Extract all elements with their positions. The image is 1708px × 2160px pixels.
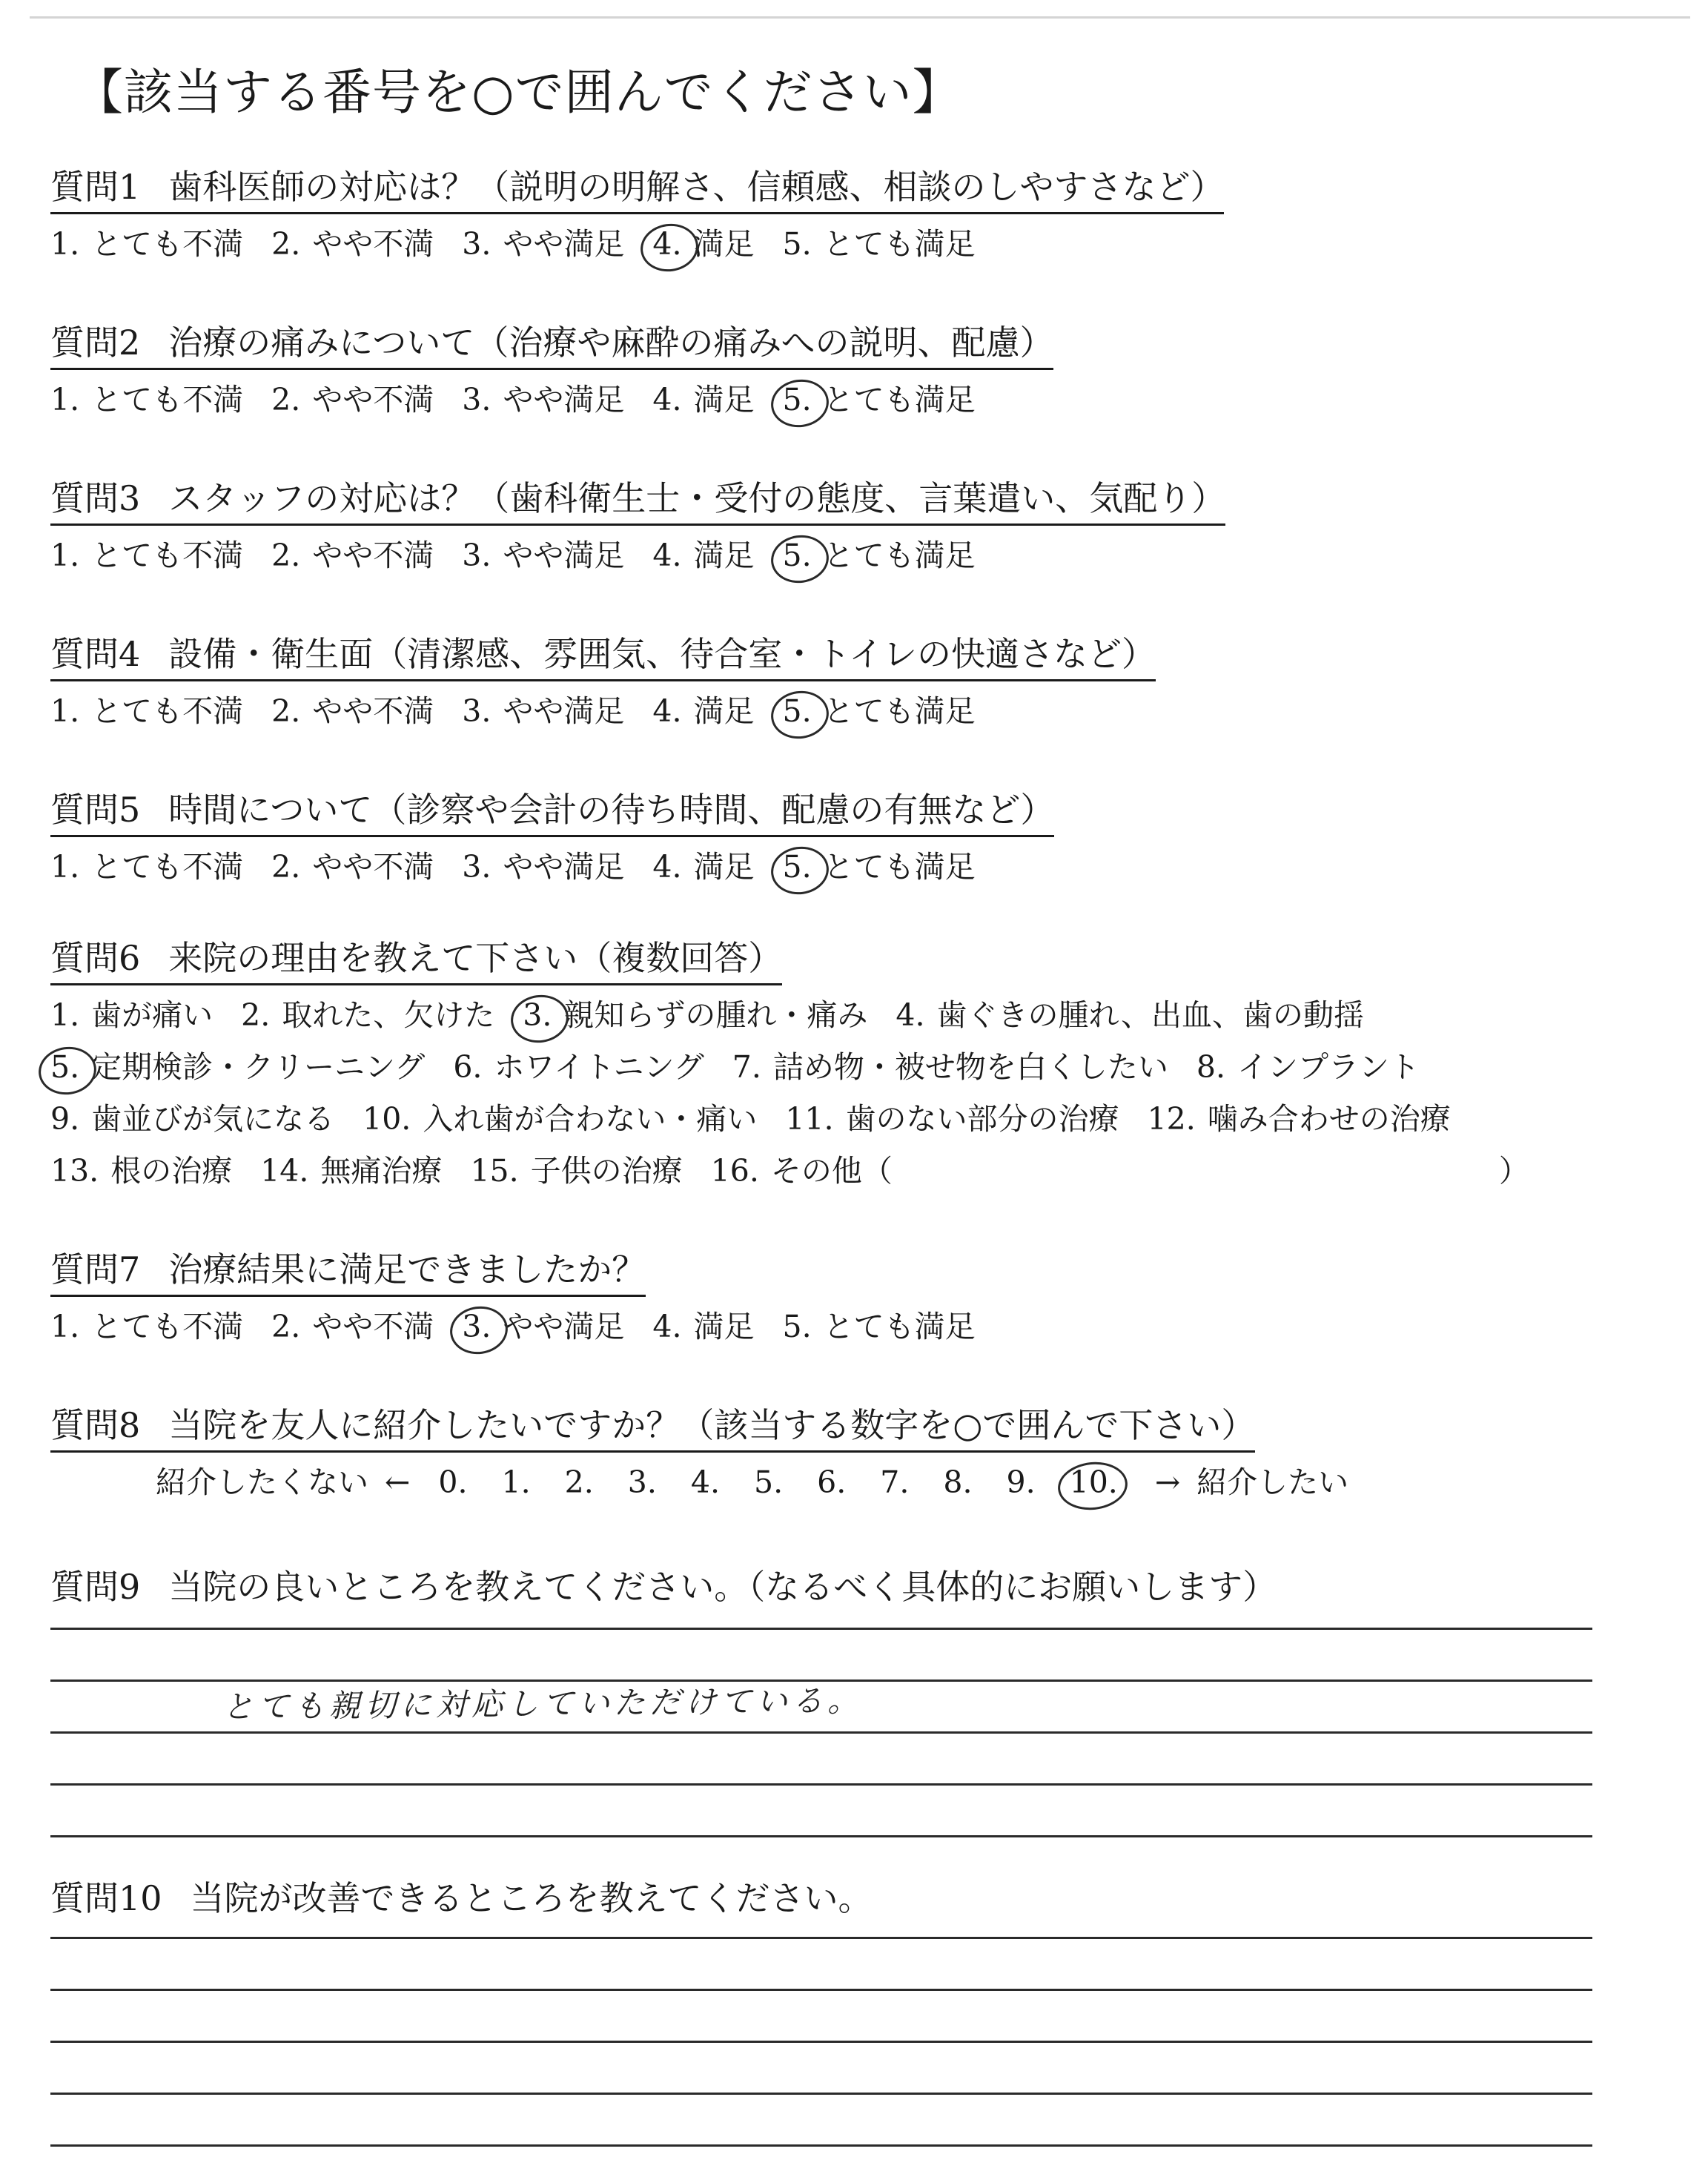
reason-option[interactable] — [896, 994, 1364, 1037]
rating-option[interactable] — [50, 1305, 243, 1348]
q9-answer-line — [50, 1783, 1592, 1786]
top-border — [30, 16, 1690, 19]
option-label: 満足 — [693, 849, 755, 885]
question-text: 治療の痛みについて（治療や麻酔の痛みへの説明、配慮） — [168, 323, 1054, 363]
option-number: 5. — [782, 1309, 812, 1344]
question-label: 質問4 — [50, 634, 141, 674]
rating-option[interactable] — [652, 378, 754, 421]
option-label: やや満足 — [503, 849, 625, 885]
q9-text: 当院の良いところを教えてください。（なるべく具体的にお願いします） — [168, 1567, 1277, 1607]
rating-option[interactable] — [462, 222, 624, 265]
recommend-score[interactable]: 9. — [1006, 1464, 1036, 1500]
question-label: 質問2 — [50, 323, 141, 363]
option-number: 5. — [782, 849, 812, 885]
reason-label: その他（ — [770, 1153, 893, 1189]
reason-number: 6. — [453, 1049, 483, 1085]
rating-option[interactable] — [271, 690, 434, 733]
option-label: とても満足 — [823, 382, 976, 417]
reason-number: 11. — [785, 1101, 834, 1137]
recommend-score[interactable]: 1. — [501, 1464, 531, 1500]
option-number: 4. — [652, 538, 682, 573]
rating-option[interactable] — [462, 690, 624, 733]
option-number: 3. — [462, 538, 491, 573]
q7-text: 治療結果に満足できましたか？ — [168, 1249, 646, 1289]
option-number: 3. — [462, 693, 491, 729]
option-label: とても不満 — [91, 538, 244, 573]
question-options — [50, 534, 1004, 577]
question-label: 質問1 — [50, 167, 141, 207]
reason-number: 2. — [241, 997, 271, 1033]
other-close-paren: ） — [1498, 1153, 1529, 1189]
reason-option[interactable] — [363, 1097, 757, 1140]
reason-number: 16. — [710, 1153, 759, 1189]
rating-option[interactable] — [462, 845, 624, 888]
reason-label: 歯ぐきの腫れ、出血、歯の動揺 — [936, 997, 1364, 1033]
reason-option[interactable] — [50, 1149, 232, 1192]
recommend-score[interactable]: 3. — [627, 1464, 657, 1500]
q8-label: 質問8 — [50, 1405, 141, 1445]
option-number: 5. — [782, 382, 812, 417]
reason-number: 4. — [896, 997, 925, 1033]
reason-option[interactable] — [785, 1097, 1119, 1140]
reason-option[interactable] — [241, 994, 494, 1037]
reason-option[interactable] — [50, 1097, 334, 1140]
rating-option[interactable] — [652, 534, 754, 577]
option-number: 2. — [271, 693, 301, 729]
option-label: とても不満 — [91, 1309, 244, 1344]
option-number: 2. — [271, 226, 301, 262]
recommend-score[interactable]: 5. — [753, 1464, 784, 1500]
option-label: やや不満 — [312, 538, 434, 573]
recommend-score[interactable]: 0. — [438, 1464, 468, 1500]
rating-option[interactable] — [462, 1305, 624, 1348]
rating-option[interactable] — [271, 534, 434, 577]
option-label: 満足 — [693, 538, 755, 573]
rating-option[interactable] — [462, 378, 624, 421]
rating-option[interactable] — [783, 1305, 976, 1348]
question-text: 時間について（診察や会計の待ち時間、配慮の有無など） — [168, 790, 1055, 830]
q8-right-label: 紹介したい — [1196, 1464, 1349, 1500]
q10-heading — [50, 1875, 873, 1923]
option-number: 1. — [50, 849, 80, 885]
option-label: やや不満 — [312, 226, 434, 262]
option-label: やや満足 — [503, 538, 625, 573]
option-number: 2. — [271, 1309, 301, 1344]
option-label: 満足 — [693, 226, 755, 262]
rating-option[interactable] — [652, 222, 754, 265]
recommend-score[interactable]: 2. — [564, 1464, 594, 1500]
recommend-score[interactable]: 8. — [943, 1464, 973, 1500]
option-number: 1. — [50, 693, 80, 729]
question-text: スタッフの対応は？（歯科衛生士・受付の態度、言葉遣い、気配り） — [168, 478, 1226, 518]
rating-option[interactable] — [783, 690, 976, 733]
q7-heading — [50, 1246, 646, 1297]
option-label: とても不満 — [91, 226, 244, 262]
q8-right-arrow: → — [1154, 1464, 1181, 1500]
option-number: 4. — [652, 382, 682, 417]
q10-text: 当院が改善できるところを教えてください。 — [190, 1878, 873, 1918]
reason-number: 3. — [523, 997, 552, 1033]
option-number: 5. — [782, 226, 812, 262]
q10-answer-line — [50, 2041, 1592, 2043]
option-number: 1. — [50, 382, 80, 417]
reason-label: 噛み合わせの治療 — [1207, 1101, 1451, 1137]
q6-heading — [50, 934, 782, 985]
question-heading — [50, 319, 1053, 370]
option-number: 4. — [652, 226, 682, 262]
question-heading — [50, 163, 1224, 214]
rating-option[interactable] — [783, 222, 976, 265]
q8-left-arrow: ← — [385, 1464, 411, 1500]
q7-label: 質問7 — [50, 1249, 141, 1289]
q6-reasons-row-2 — [50, 1046, 1448, 1089]
reason-option[interactable] — [50, 994, 213, 1037]
option-number: 2. — [271, 382, 301, 417]
reason-label: 歯のない部分の治療 — [845, 1101, 1119, 1137]
reason-label: ホワイトニング — [494, 1049, 704, 1085]
question-options — [50, 845, 1004, 888]
option-number: 4. — [652, 693, 682, 729]
reason-number: 8. — [1196, 1049, 1225, 1085]
reason-label: 親知らずの腫れ・痛み — [563, 997, 868, 1033]
recommend-score[interactable]: 4. — [690, 1464, 720, 1500]
option-number: 1. — [50, 226, 80, 262]
reason-label: 定期検診・クリーニング — [91, 1049, 426, 1085]
option-label: やや不満 — [312, 1309, 434, 1344]
recommend-score[interactable]: 7. — [880, 1464, 910, 1500]
q9-heading — [50, 1563, 1277, 1612]
q9-answer-line — [50, 1835, 1592, 1837]
option-label: やや満足 — [503, 382, 625, 417]
q9-answer-line — [50, 1628, 1592, 1630]
option-label: やや満足 — [503, 693, 625, 729]
reason-number: 13. — [50, 1153, 99, 1189]
q6-reasons-row-1 — [50, 994, 1392, 1037]
reason-label: 入れ歯が合わない・痛い — [423, 1101, 758, 1137]
rating-option[interactable] — [652, 845, 754, 888]
reason-label: 歯並びが気になる — [91, 1101, 335, 1137]
option-number: 3. — [462, 1309, 491, 1344]
reason-number: 10. — [363, 1101, 411, 1137]
reason-option[interactable] — [523, 994, 867, 1037]
option-label: とても不満 — [91, 849, 244, 885]
q8-text: 当院を友人に紹介したいですか？（該当する数字を○で囲んで下さい） — [168, 1405, 1256, 1445]
rating-option[interactable] — [50, 534, 243, 577]
option-number: 5. — [782, 693, 812, 729]
reason-label: 無痛治療 — [320, 1153, 443, 1189]
reason-option[interactable] — [50, 1046, 425, 1089]
rating-option[interactable] — [50, 690, 243, 733]
option-label: やや不満 — [312, 849, 434, 885]
q9-answer-line — [50, 1731, 1592, 1734]
option-label: とても不満 — [91, 693, 244, 729]
question-text: 設備・衛生面（清潔感、雰囲気、待合室・トイレの快適さなど） — [168, 634, 1156, 674]
option-number: 2. — [271, 538, 301, 573]
option-number: 5. — [782, 538, 812, 573]
question-heading — [50, 475, 1225, 526]
q6-label: 質問6 — [50, 938, 141, 978]
rating-option[interactable] — [652, 690, 754, 733]
reason-option[interactable] — [1148, 1097, 1451, 1140]
reason-number: 1. — [50, 997, 80, 1033]
option-label: とても満足 — [823, 849, 976, 885]
option-label: とても満足 — [823, 693, 976, 729]
rating-option[interactable] — [50, 845, 243, 888]
rating-option[interactable] — [462, 534, 624, 577]
option-number: 3. — [462, 226, 491, 262]
option-number: 4. — [652, 849, 682, 885]
rating-option[interactable] — [271, 845, 434, 888]
q10-answer-line — [50, 1937, 1592, 1939]
rating-option[interactable] — [271, 378, 434, 421]
rating-option[interactable] — [50, 222, 243, 265]
reason-label: 子供の治療 — [530, 1153, 683, 1189]
option-label: とても不満 — [91, 382, 244, 417]
reason-option[interactable] — [453, 1046, 704, 1089]
question-text: 歯科医師の対応は？（説明の明解さ、信頼感、相談のしやすさなど） — [168, 167, 1225, 207]
recommend-score[interactable]: 10. — [1070, 1461, 1118, 1504]
q6-text: 来院の理由を教えて下さい（複数回答） — [168, 938, 783, 978]
rating-option[interactable] — [271, 222, 434, 265]
q6-reasons-row-4 — [50, 1149, 1529, 1192]
reason-label: 詰め物・被せ物を白くしたい — [772, 1049, 1168, 1085]
q10-answer-line — [50, 1989, 1592, 1991]
reason-number: 9. — [50, 1101, 80, 1137]
reason-option[interactable] — [711, 1149, 893, 1192]
option-label: 満足 — [693, 693, 755, 729]
question-options — [50, 222, 1004, 265]
option-label: とても満足 — [823, 1309, 976, 1344]
reason-number: 7. — [732, 1049, 761, 1085]
reason-option[interactable] — [470, 1149, 682, 1192]
reason-option[interactable] — [732, 1046, 1168, 1089]
q9-label: 質問9 — [50, 1567, 141, 1607]
question-heading — [50, 786, 1054, 837]
rating-option[interactable] — [783, 378, 976, 421]
rating-option[interactable] — [271, 1305, 434, 1348]
option-number: 3. — [462, 382, 491, 417]
rating-option[interactable] — [783, 845, 976, 888]
reason-number: 5. — [50, 1049, 80, 1085]
option-label: とても満足 — [823, 226, 976, 262]
option-label: やや不満 — [312, 382, 434, 417]
option-label: 満足 — [693, 1309, 755, 1344]
question-label: 質問3 — [50, 478, 141, 518]
reason-number: 12. — [1147, 1101, 1196, 1137]
option-label: やや不満 — [312, 693, 434, 729]
q8-scale — [156, 1461, 1348, 1504]
rating-option[interactable] — [652, 1305, 754, 1348]
q7-options — [50, 1305, 1004, 1348]
option-label: とても満足 — [823, 538, 976, 573]
reason-option[interactable] — [260, 1149, 442, 1192]
q6-reasons-row-3 — [50, 1097, 1479, 1140]
option-label: やや満足 — [503, 226, 625, 262]
reason-label: 根の治療 — [110, 1153, 233, 1189]
rating-option[interactable] — [783, 534, 976, 577]
reason-number: 15. — [470, 1153, 519, 1189]
option-label: 満足 — [693, 382, 755, 417]
option-number: 1. — [50, 538, 80, 573]
option-number: 4. — [652, 1309, 682, 1344]
reason-option[interactable] — [1196, 1046, 1420, 1089]
reason-label: 取れた、欠けた — [282, 997, 495, 1033]
q9-handwritten-answer: とても親切に対応していただけている。 — [222, 1682, 864, 1725]
option-number: 2. — [271, 849, 301, 885]
option-number: 3. — [462, 849, 491, 885]
q10-answer-line — [50, 2093, 1592, 2095]
recommend-score[interactable]: 6. — [817, 1464, 847, 1500]
question-options — [50, 690, 1004, 733]
q8-left-label: 紹介したくない — [156, 1464, 368, 1500]
reason-label: 歯が痛い — [91, 997, 214, 1033]
q8-heading — [50, 1401, 1255, 1453]
option-label: やや満足 — [503, 1309, 625, 1344]
reason-label: インプラント — [1237, 1049, 1420, 1085]
question-label: 質問5 — [50, 790, 141, 830]
q10-answer-line — [50, 2144, 1592, 2147]
rating-option[interactable] — [50, 378, 243, 421]
reason-number: 14. — [260, 1153, 309, 1189]
q10-label: 質問10 — [50, 1878, 162, 1918]
page-title: 【該当する番号を○で囲んでください】 — [74, 64, 962, 121]
question-heading — [50, 630, 1156, 681]
option-number: 1. — [50, 1309, 80, 1344]
question-options — [50, 378, 1004, 421]
